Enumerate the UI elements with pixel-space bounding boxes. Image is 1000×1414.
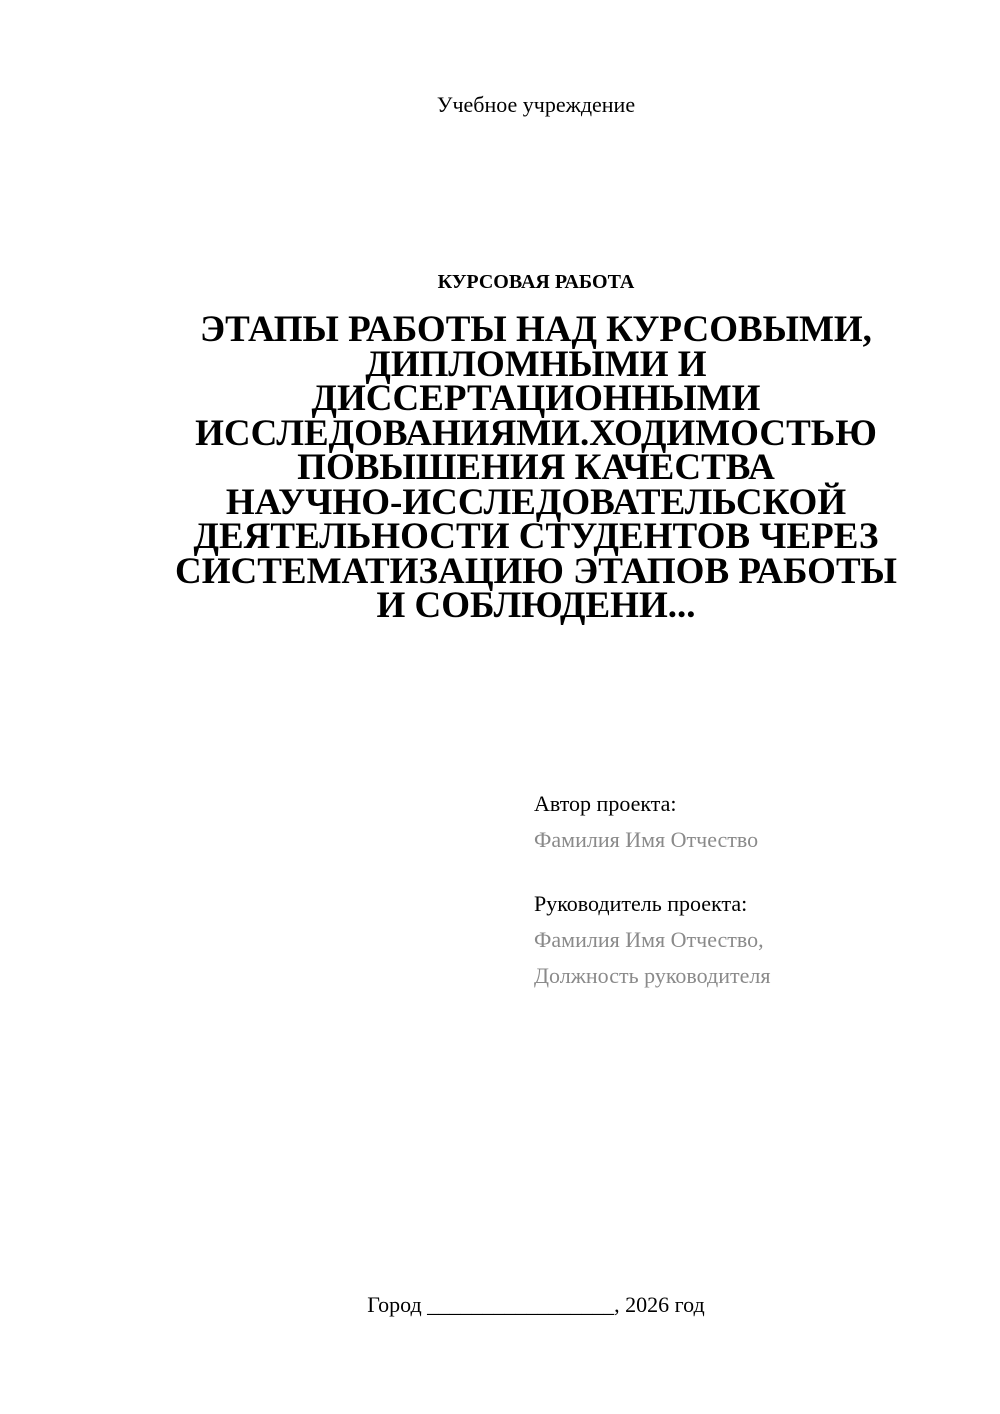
work-type: КУРСОВАЯ РАБОТА bbox=[437, 271, 635, 293]
city-blank: _________________ bbox=[427, 1292, 615, 1317]
city-year-line bbox=[0, 1290, 1000, 1320]
city-label: Город bbox=[367, 1292, 422, 1317]
work-title-line: ЭТАПЫ РАБОТЫ НАД КУРСОВЫМИ, bbox=[200, 309, 872, 350]
work-title bbox=[145, 309, 927, 626]
work-title-line: ДИССЕРТАЦИОННЫМИ bbox=[311, 378, 761, 419]
project-people bbox=[534, 786, 974, 994]
work-title-line: ИССЛЕДОВАНИЯМИ.ХОДИМОСТЬЮ bbox=[195, 412, 877, 454]
section-gap bbox=[534, 858, 974, 886]
author-name: Фамилия Имя Отчество bbox=[534, 827, 759, 852]
work-title-line: СИСТЕМАТИЗАЦИЮ ЭТАПОВ РАБОТЫ bbox=[175, 550, 897, 592]
supervisor-label: Руководитель проекта: bbox=[534, 891, 748, 916]
work-title-line: И СОБЛЮДЕНИ... bbox=[376, 585, 696, 626]
supervisor-name: Фамилия Имя Отчество, bbox=[534, 927, 764, 952]
work-title-line: ДЕЯТЕЛЬНОСТИ СТУДЕНТОВ ЧЕРЕЗ bbox=[193, 516, 879, 557]
work-title-line: ПОВЫШЕНИЯ КАЧЕСТВА bbox=[297, 447, 775, 488]
institution-name: Учебное учреждение bbox=[436, 92, 636, 117]
work-title-line: ДИПЛОМНЫМИ И bbox=[365, 343, 707, 385]
work-title-line: НАУЧНО-ИССЛЕДОВАТЕЛЬСКОЙ bbox=[225, 481, 847, 523]
author-label: Автор проекта: bbox=[534, 791, 677, 816]
supervisor-position: Должность руководителя bbox=[534, 963, 771, 988]
year-text: , 2026 год bbox=[614, 1292, 705, 1317]
